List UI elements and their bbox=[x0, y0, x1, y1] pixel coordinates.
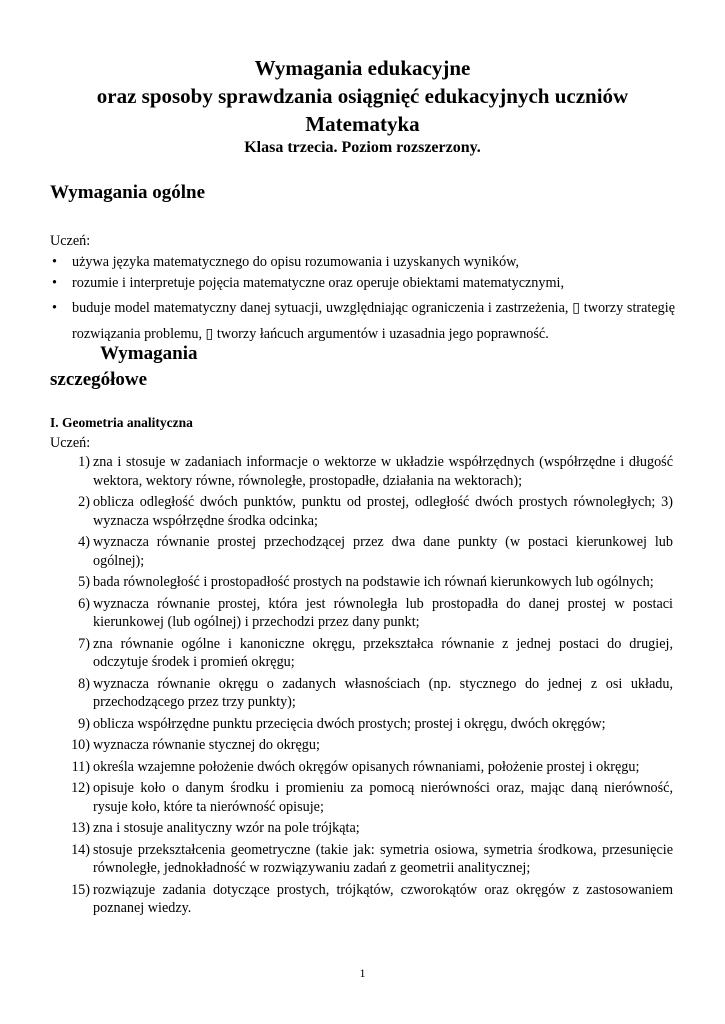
general-intro: Uczeń: bbox=[50, 233, 91, 249]
document-subtitle: Klasa trzecia. Poziom rozszerzony. bbox=[244, 139, 481, 156]
requirement-number: 2) bbox=[78, 494, 90, 510]
requirement-text: oblicza współrzędne punktu przecięcia dwóch prostych; prostej i okręgu, dwóch okręgów; bbox=[93, 715, 606, 732]
requirement-number: 13) bbox=[71, 820, 90, 836]
bullet-icon: • bbox=[52, 254, 57, 270]
section-title: I. Geometria analityczna bbox=[50, 415, 193, 430]
requirement-text: wyznacza równanie okręgu o zadanych własnościach (np. stycznego do jednej z osi układu, przechodzącego przez trzy punkty); bbox=[93, 675, 673, 710]
requirement-text: opisuje koło o danym środku i promieniu za pomocą nierówności oraz, mając daną nierówność, rysuje koło, które ta nierówność opisuje; bbox=[93, 780, 673, 815]
requirement-number: 15) bbox=[71, 881, 90, 898]
requirement-item bbox=[50, 675, 673, 712]
requirement-item bbox=[50, 453, 673, 490]
requirement-number: 4) bbox=[78, 534, 90, 550]
general-requirements bbox=[50, 232, 675, 349]
requirement-number: 8) bbox=[78, 675, 90, 692]
requirement-number: 1) bbox=[78, 454, 90, 470]
requirement-number: 10) bbox=[71, 737, 90, 753]
detailed-requirements-heading bbox=[50, 341, 197, 393]
requirement-number: 5) bbox=[78, 574, 90, 590]
general-item-text: buduje model matematyczny danej sytuacji, uwzględniając ograniczenia i zastrzeżenia, ▯ tworzy strategię rozwiązania problemu, ▯ tworzy łańcuch argumentów i uzasadnia jego poprawność. bbox=[72, 300, 675, 342]
requirement-item bbox=[50, 573, 673, 592]
section-intro: Uczeń: bbox=[50, 435, 91, 451]
general-list-item bbox=[50, 295, 675, 347]
requirement-number: 9) bbox=[78, 715, 90, 732]
requirement-item bbox=[50, 595, 673, 632]
requirement-text: rozwiązuje zadania dotyczące prostych, trójkątów, czworokątów oraz okręgów z zastosowaniem poznanej wiedzy. bbox=[93, 881, 673, 916]
requirement-text: oblicza odległość dwóch punktów, punktu od prostej, odległość dwóch prostych równoległych; 3) wyznacza współrzędne środka odcinka; bbox=[93, 494, 673, 529]
requirement-item bbox=[50, 533, 673, 570]
requirement-item bbox=[50, 841, 673, 878]
requirement-text: określa wzajemne położenie dwóch okręgów opisanych równaniami, położenie prostej i okręgu; bbox=[93, 758, 640, 775]
page-number: 1 bbox=[359, 966, 366, 980]
document-title-line-2: oraz sposoby sprawdzania osiągnięć edukacyjnych uczniów bbox=[96, 84, 629, 108]
requirement-item bbox=[50, 715, 673, 734]
requirement-item bbox=[50, 881, 673, 918]
requirement-text: zna równanie ogólne i kanoniczne okręgu, przekształca równanie z jednej postaci do drugiej, odczytuje środek i promień okręgu; bbox=[93, 635, 673, 670]
requirement-number: 6) bbox=[78, 595, 90, 612]
requirement-item bbox=[50, 635, 673, 672]
requirement-text: wyznacza równanie stycznej do okręgu; bbox=[93, 737, 320, 753]
requirement-text: bada równoległość i prostopadłość prostych na podstawie ich równań kierunkowych lub ogólnych; bbox=[93, 574, 654, 590]
document-title-line-1: Wymagania edukacyjne bbox=[254, 56, 471, 80]
requirement-text: stosuje przekształcenia geometryczne (takie jak: symetria osiowa, symetria środkowa, przesunięcie równoległe, jednokładność w rozwiązywaniu zadań z geometrii analitycznej; bbox=[93, 841, 673, 876]
requirement-text: wyznacza równanie prostej, która jest równoległa lub prostopadła do danej prostej w postaci kierunkowej (lub ogólnej) i przechodzi przez dany punkt; bbox=[93, 595, 673, 630]
requirement-number: 7) bbox=[78, 635, 90, 652]
bullet-icon: • bbox=[52, 300, 57, 316]
requirements-list bbox=[50, 453, 673, 918]
general-list-item bbox=[50, 274, 675, 293]
title-block bbox=[0, 54, 725, 158]
requirement-text: zna i stosuje analityczny wzór na pole trójkąta; bbox=[93, 820, 360, 836]
detailed-heading-line-2: szczegółowe bbox=[50, 369, 148, 390]
requirement-number: 12) bbox=[71, 780, 90, 796]
requirement-text: zna i stosuje w zadaniach informacje o wektorze w układzie współrzędnych (współrzędne i długość wektora, wektory równe, równoległe, prostopadłe, działania na wektorach); bbox=[93, 454, 673, 489]
general-item-text: rozumie i interpretuje pojęcia matematyczne oraz operuje obiektami matematycznymi, bbox=[72, 275, 565, 291]
general-list-item bbox=[50, 253, 675, 272]
requirement-item bbox=[50, 779, 673, 816]
requirement-item bbox=[50, 736, 673, 755]
requirement-item bbox=[50, 493, 673, 530]
document-title-line-3: Matematyka bbox=[305, 112, 420, 136]
section-analytic-geometry bbox=[50, 414, 673, 921]
general-item-text: używa języka matematycznego do opisu rozumowania i uzyskanych wyników, bbox=[72, 254, 520, 270]
requirement-text: wyznacza równanie prostej przechodzącej przez dwa dane punkty (w postaci kierunkowej lub ogólnej); bbox=[93, 534, 673, 569]
general-list bbox=[50, 253, 675, 347]
bullet-icon: • bbox=[52, 275, 57, 291]
requirement-item bbox=[50, 819, 673, 838]
general-requirements-heading: Wymagania ogólne bbox=[50, 182, 205, 203]
requirement-item bbox=[50, 758, 673, 777]
requirement-number: 11) bbox=[71, 758, 90, 775]
requirement-number: 14) bbox=[71, 841, 90, 858]
detailed-heading-line-1: Wymagania bbox=[100, 343, 198, 364]
